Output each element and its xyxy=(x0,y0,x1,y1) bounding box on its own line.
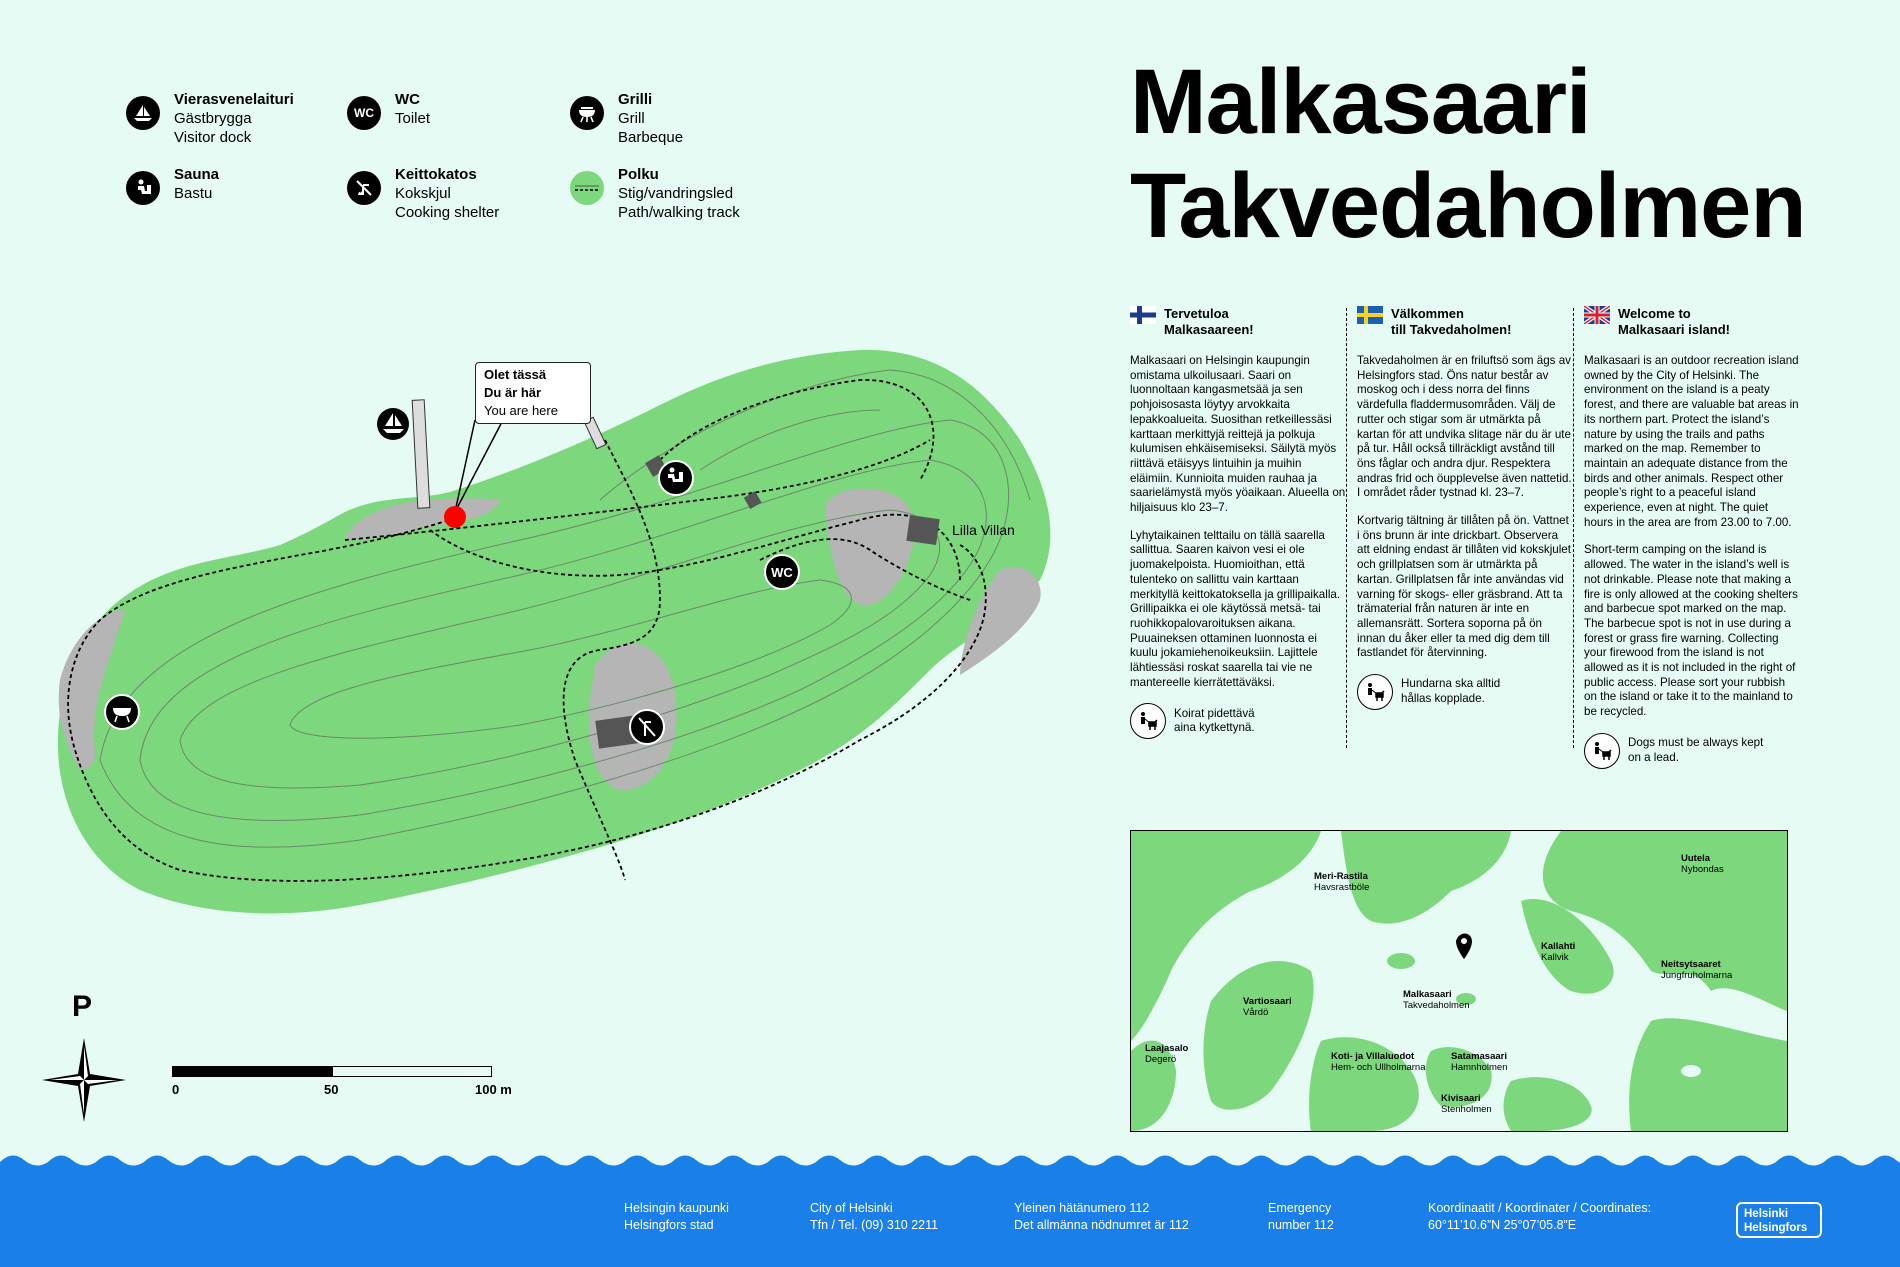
sweden-flag-icon xyxy=(1357,306,1383,324)
column-heading: Malkasaari island! xyxy=(1618,322,1730,337)
page-title xyxy=(1130,50,1806,258)
legend-label-en: Path/walking track xyxy=(618,204,740,221)
footer-city-fi: Helsingin kaupunki Helsingfors stad xyxy=(624,1201,729,1232)
building-lilla-villan xyxy=(906,515,939,545)
overview-label-koti-villaluodot: Koti- ja Villaluodot Hem- och Ullholmarna xyxy=(1331,1051,1426,1073)
you-are-here-sv: Du är här xyxy=(484,385,542,400)
overview-label-malkasaari: Malkasaari Takvedaholmen xyxy=(1403,989,1470,1011)
dog-rule: Hundarna ska alltid xyxy=(1401,677,1501,691)
column-heading: Välkommen xyxy=(1391,306,1464,321)
column-paragraph: Malkasaari on Helsingin kaupungin omistama ulkoilusaari. Saari on luonnoltaan kangasmetsää ja sen pohjoisosasta löytyy arvokkaita lepakkoalueita. Suosithan retkeillessäsi karttaan merkittyjä reittejä ja polkuja kulumisen ehkäisemiseksi. Säilytä myös riittävä etäisyys lintuihin ja muihin eläimiin. Kunnioita muiden rauhaa ja saarielämystä myös yöaikaan. Alueella on hiljaisuus klo 23–7. xyxy=(1130,354,1346,515)
column-paragraph: Kortvarig tältning är tillåten på ön. Vattnet i öns brunn är inte drickbart. Observera att eldning endast är tillåten vid kokskjulet och grillplatsen som är utmärkta på kartan. Grillplatsen får inte användas vid varning för skogs- eller gräsbrand. Att ta trämaterial från naturen är inte en allemansrätt. Sortera soporna på ön innan du åker eller ta med dig dem till fastlandet för återvinning. xyxy=(1357,514,1571,660)
column-english xyxy=(1584,306,1800,769)
footer-emergency-en: Emergency number 112 xyxy=(1268,1201,1334,1232)
wave-border xyxy=(0,1150,1900,1172)
dog-leash-icon xyxy=(1130,703,1166,739)
column-paragraph: Lyhytaikainen telttailu on tällä saarella sallittua. Saaren kaivon vesi ei ole juomakelpoista. Huomioithan, että tulenteko on sallittu vain karttaan merkityllä keittokatoksella ja grillipaikalla. Grillipaikka ei ole käytössä metsä- tai ruohikkopalovaroituksen aikana. Puuaineksen ottaminen luonnosta ei kuulu jokamiehenoikeuksiin. Lajittele lähtiessäsi roskat saarella tai vie ne mantereelle kierrätettäväksi. xyxy=(1130,528,1341,689)
you-are-here-en: You are here xyxy=(484,403,558,418)
legend-label-fi: WC xyxy=(395,91,420,108)
dog-leash-icon xyxy=(1584,733,1620,769)
overview-label-kallahti: Kallahti Kallvik xyxy=(1541,941,1576,963)
title-fi: Malkasaari xyxy=(1130,51,1591,153)
overview-label-laajasalo: Laajasalo Degerö xyxy=(1145,1043,1189,1065)
legend-label-sv: Toilet xyxy=(395,110,431,127)
column-finnish xyxy=(1130,306,1346,739)
wc-marker-label: WC xyxy=(771,565,793,580)
dog-rule: on a lead. xyxy=(1628,750,1679,764)
overview-label-satamasaari: Satamasaari Hamnholmen xyxy=(1451,1051,1508,1073)
legend-label-en: Visitor dock xyxy=(174,129,252,146)
legend-label-en: Barbeque xyxy=(618,129,684,146)
title-sv: Takvedaholmen xyxy=(1130,155,1806,257)
footer-city-phone: City of Helsinki Tfn / Tel. (09) 310 2211 xyxy=(810,1201,939,1232)
north-label: P xyxy=(72,990,93,1023)
dog-leash-icon xyxy=(1357,674,1393,710)
legend-label-en: Cooking shelter xyxy=(395,204,500,221)
scale-tick-100: 100 m xyxy=(475,1082,512,1097)
dog-rule: Dogs must be always kept xyxy=(1628,736,1764,750)
legend-label-sv: Grill xyxy=(618,110,645,127)
finland-flag-icon xyxy=(1130,306,1156,324)
overview-label-vartiosaari: Vartiosaari Vårdö xyxy=(1243,996,1292,1018)
dog-rule: aina kytkettynä. xyxy=(1174,721,1255,735)
column-heading: Malkasaareen! xyxy=(1164,322,1254,337)
you-are-here-fi: Olet tässä xyxy=(484,367,547,382)
legend-label-fi: Sauna xyxy=(174,166,220,183)
helsinki-logo: Helsinki Helsingfors xyxy=(1736,1202,1822,1238)
column-heading: till Takvedaholmen! xyxy=(1391,322,1512,337)
overview-label-uutela: Uutela Nybondas xyxy=(1681,853,1724,875)
overview-label-kivisaari: Kivisaari Stenholmen xyxy=(1441,1093,1492,1115)
overview-label-meri-rastila: Meri-Rastila Havsrastböle xyxy=(1314,871,1370,893)
island-map xyxy=(0,0,1080,960)
legend-label-sv: Kokskjul xyxy=(395,185,451,202)
wc-icon: WC xyxy=(347,96,381,130)
overview-map-land xyxy=(1131,831,1787,1131)
column-paragraph: Short-term camping on the island is allowed. The water in the island’s well is not drinkable. Please note that making a fire is only allowed at the cooking shelters and barbecue spot marked on the map. The barbecue spot is not in use during a forest or grass fire warning. Collecting your firewood from the island is not allowed as it is not included in the right of public access. Please sort your rubbish on the island or take it to the mainland to be recycled. xyxy=(1584,543,1798,719)
scale-bar xyxy=(172,1066,492,1077)
column-heading: Welcome to xyxy=(1618,306,1691,321)
overview-map xyxy=(1130,830,1788,1132)
footer-emergency-fi: Yleinen hätänumero 112 Det allmänna nödnumret är 112 xyxy=(1014,1201,1189,1232)
legend-label-fi: Polku xyxy=(618,166,659,183)
footer xyxy=(0,1170,1900,1267)
column-divider xyxy=(1346,308,1348,748)
column-heading: Tervetuloa xyxy=(1164,306,1229,321)
column-divider xyxy=(1573,308,1575,748)
scale-tick-50: 50 xyxy=(324,1082,339,1097)
dock-visitor xyxy=(412,400,430,508)
you-are-here-callout xyxy=(475,362,591,424)
you-are-here-marker xyxy=(444,506,466,528)
legend-label-sv: Stig/vandringsled xyxy=(618,185,734,202)
compass-icon xyxy=(40,1036,128,1124)
dog-rule: Koirat pidettävä xyxy=(1174,706,1255,720)
island-land xyxy=(58,350,1051,914)
place-label-lilla-villan: Lilla Villan xyxy=(952,522,1015,538)
legend-label-fi: Vierasvenelaituri xyxy=(174,91,294,108)
column-paragraph: Malkasaari is an outdoor recreation island owned by the City of Helsinki. The environment on the island is a peaty forest, and there are valuable bat areas in its northern part. Protect the island’s nature by using the trails and paths marked on the map. Remember to maintain an adequate distance from the birds and other animals. Respect other people’s right to a peaceful island experience, even at night. The quiet hours in the area are from 23.00 to 7.00. xyxy=(1584,354,1799,529)
scale-tick-0: 0 xyxy=(172,1082,180,1097)
column-paragraph: Takvedaholmen är en friluftsö som ägs av Helsingfors stad. Öns natur består av moskog och i dess norra del finns värdefulla fladdermusområden. Välj de rutter och stigar som är utmärkta på kartan för att undvika slitage när du är ute på tur. Håll också tillräckligt avstånd till öns fåglar och andra djur. Respektera andras frid och öupplevelse även nattetid. I området råder tystnad kl. 23–7. xyxy=(1357,354,1572,500)
legend-label-fi: Keittokatos xyxy=(395,166,477,183)
legend-label-sv: Bastu xyxy=(174,185,213,202)
column-swedish xyxy=(1357,306,1573,710)
legend-label-fi: Grilli xyxy=(618,91,653,108)
dog-rule: hållas kopplade. xyxy=(1401,692,1485,706)
sauna-icon xyxy=(659,461,693,495)
footer-coordinates: Koordinaatit / Koordinater / Coordinates: 60°11’10.6”N 25°07’05.8”E xyxy=(1428,1201,1652,1232)
overview-label-neitsytsaaret: Neitsytsaaret Jungfruholmarna xyxy=(1661,959,1733,981)
legend-label-sv: Gästbrygga xyxy=(174,110,252,127)
uk-flag-icon xyxy=(1584,306,1610,324)
